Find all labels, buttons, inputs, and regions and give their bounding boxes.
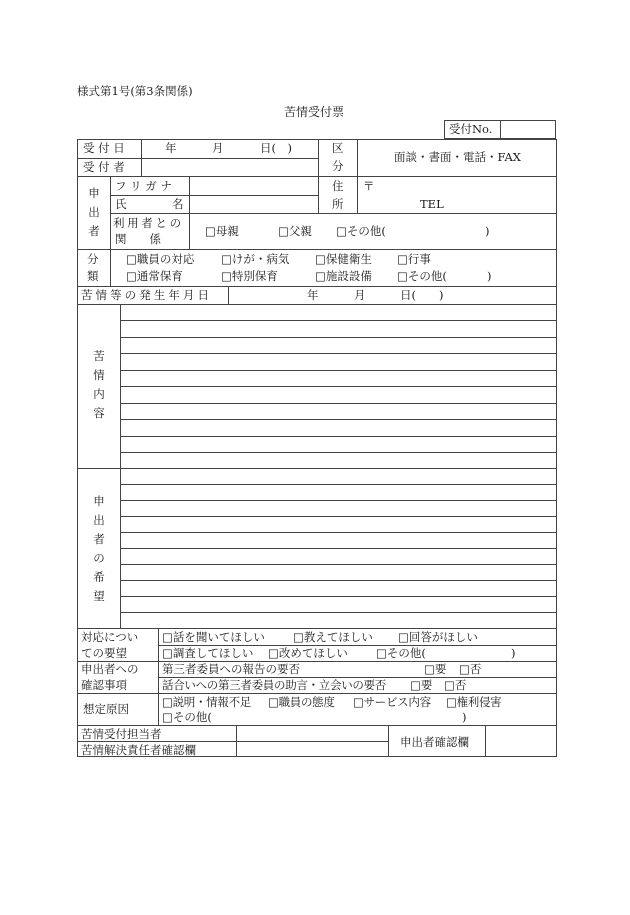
cause-other-close: ) xyxy=(462,710,467,724)
class-staff-response[interactable]: □ 職員の対応 xyxy=(126,253,194,266)
reception-date-label: 受 付 日 xyxy=(83,141,125,155)
request-teach[interactable]: □ 教えてほしい xyxy=(293,631,373,644)
complaint-content-area[interactable] xyxy=(121,305,556,467)
receipt-no-field[interactable] xyxy=(501,121,555,138)
address-label-1: 住 xyxy=(332,179,344,193)
confirm-item-report: 第三者委員への報告の要否 xyxy=(162,662,300,676)
tel-label: TEL xyxy=(420,197,444,211)
request-other[interactable]: □ その他( xyxy=(376,647,426,660)
applicant-label: 申 出 者 xyxy=(88,186,100,238)
confirm-label-2: 確認事項 xyxy=(81,678,127,692)
address-label-2: 所 xyxy=(332,197,344,211)
receipt-no-label: 受付No. xyxy=(449,122,493,136)
occurrence-day: 日( ) xyxy=(400,288,444,302)
relation-option-mother[interactable]: □ 母親 xyxy=(205,225,239,238)
furigana-label: フ リ ガ ナ xyxy=(115,179,172,193)
postal-mark: 〒 xyxy=(363,179,375,193)
cause-label: 想定原因 xyxy=(83,702,129,716)
relation-option-father[interactable]: □ 父親 xyxy=(278,225,312,238)
class-facilities[interactable]: □ 施設設備 xyxy=(315,270,372,283)
handler-field[interactable] xyxy=(237,726,387,740)
address-field[interactable] xyxy=(358,177,556,212)
confirm-advice-no[interactable]: □ 否 xyxy=(444,679,466,692)
class-injury-illness[interactable]: □ けが・病気 xyxy=(221,253,289,266)
confirm-advice-yes[interactable]: □ 要 xyxy=(410,679,432,692)
request-investigate[interactable]: □ 調査してほしい xyxy=(162,647,253,660)
occurrence-label: 苦 情 等 の 発 生 年 月 日 xyxy=(81,288,209,302)
confirm-label-1: 申出者への xyxy=(81,662,139,676)
request-label-2: ての要望 xyxy=(81,646,127,660)
class-other-close: ) xyxy=(487,269,492,283)
reception-year: 年 xyxy=(165,141,177,155)
occurrence-month: 月 xyxy=(354,288,366,302)
relation-option-other[interactable]: □ その他( xyxy=(336,225,386,238)
request-improve[interactable]: □ 改めてほしい xyxy=(268,647,348,660)
reception-month: 月 xyxy=(212,141,224,155)
class-health-hygiene[interactable]: □ 保健衛生 xyxy=(315,253,372,266)
cause-service-content[interactable]: □ サービス内容 xyxy=(353,696,431,709)
request-answer[interactable]: □ 回答がほしい xyxy=(398,631,478,644)
class-special-care[interactable]: □ 特別保育 xyxy=(221,270,278,283)
name-label-1: 氏 xyxy=(115,197,127,211)
reception-person-label: 受 付 者 xyxy=(83,160,125,174)
category-label-1: 区 xyxy=(332,141,344,155)
relation-other-close: ) xyxy=(485,224,490,238)
reception-day: 日( ) xyxy=(260,141,292,155)
classification-label-1: 分 xyxy=(87,252,99,266)
request-listen[interactable]: □ 話を聞いてほしい xyxy=(162,631,265,644)
wish-content-area[interactable] xyxy=(121,469,556,627)
category-label-2: 分 xyxy=(332,159,344,173)
name-label-2: 名 xyxy=(172,197,184,211)
occurrence-year: 年 xyxy=(307,288,319,302)
class-other[interactable]: □ その他( xyxy=(397,270,447,283)
confirm-item-advice: 話合いへの第三者委員の助言・立会いの要否 xyxy=(162,678,386,692)
form-number: 様式第1号(第3条関係) xyxy=(77,84,193,98)
relation-label-2: 関 係 xyxy=(115,232,161,246)
complaint-label: 苦 情 内 容 xyxy=(93,349,105,420)
request-other-close: ) xyxy=(511,646,516,660)
furigana-field[interactable] xyxy=(190,177,317,194)
responsible-field[interactable] xyxy=(237,742,387,756)
name-field[interactable] xyxy=(190,196,317,212)
reception-person-field[interactable] xyxy=(142,159,317,175)
cause-staff-attitude[interactable]: □ 職員の態度 xyxy=(268,696,335,709)
confirm-report-no[interactable]: □ 否 xyxy=(459,663,481,676)
cause-insufficient-info[interactable]: □ 説明・情報不足 xyxy=(162,696,251,709)
classification-label-2: 類 xyxy=(87,269,99,283)
cause-other[interactable]: □ その他( xyxy=(162,711,212,724)
cause-rights-violation[interactable]: □ 権利侵害 xyxy=(446,696,501,709)
relation-label-1: 利 用 者 と の xyxy=(113,216,181,230)
page-title: 苦情受付票 xyxy=(284,105,345,119)
category-value: 面談・書面・電話・FAX xyxy=(394,150,521,164)
request-label-1: 対応につい xyxy=(81,630,139,644)
applicant-confirm-field[interactable] xyxy=(486,726,556,756)
wish-label: 申 出 者 の 希 望 xyxy=(93,494,105,603)
responsible-label: 苦情解決責任者確認欄 xyxy=(81,743,196,757)
class-regular-care[interactable]: □ 通常保育 xyxy=(126,270,183,283)
applicant-confirm-label: 申出者確認欄 xyxy=(400,735,469,749)
class-event[interactable]: □ 行事 xyxy=(397,253,431,266)
confirm-report-yes[interactable]: □ 要 xyxy=(424,663,446,676)
handler-label: 苦情受付担当者 xyxy=(81,727,162,741)
